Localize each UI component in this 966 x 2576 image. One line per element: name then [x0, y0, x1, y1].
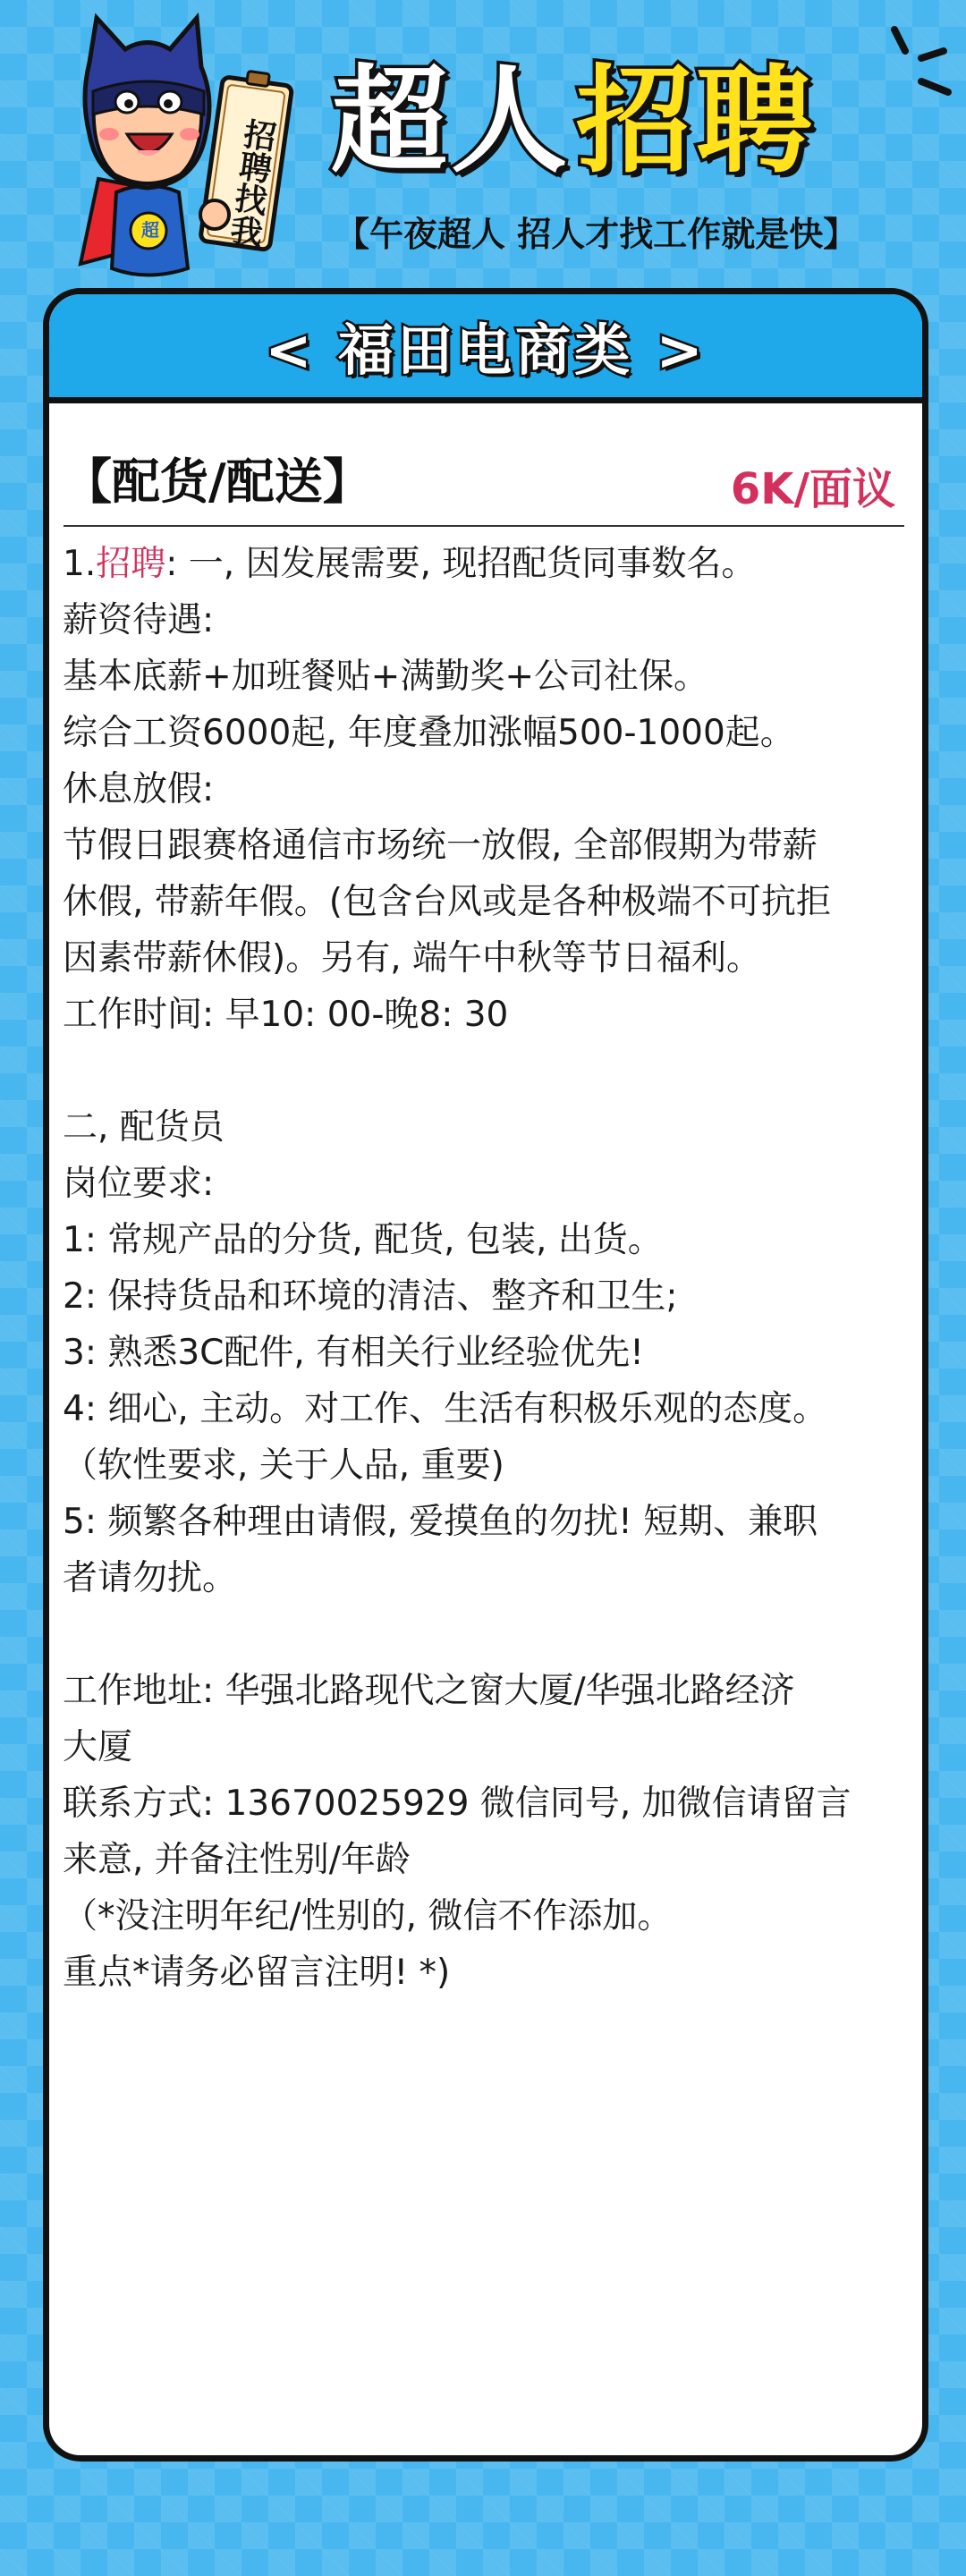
- description-line: 大厦: [63, 1727, 133, 1767]
- description-line: 休假, 带薪年假。(包含台风或是各种极端不可抗拒: [63, 882, 832, 922]
- superhero-mascot-illustration: [63, 9, 313, 295]
- title-part-recruit: 招聘: [576, 53, 817, 189]
- card-header: [49, 294, 922, 403]
- line-rest: : 一, 因发展需要, 现招配货同事数名。: [165, 544, 757, 584]
- highlight-recruit: 招聘: [96, 544, 166, 584]
- description-line: 基本底薪+加班餐贴+满勤奖+公司社保。: [63, 657, 709, 697]
- job-title-row: [64, 437, 904, 527]
- description-line: 休息放假:: [63, 769, 215, 809]
- description-line: 节假日跟赛格通信市场统一放假, 全部假期为带薪: [63, 826, 818, 866]
- page-title: [331, 45, 903, 197]
- description-line: 因素带薪休假)。另有, 端午中秋等节日福利。: [63, 938, 762, 979]
- description-line: 二, 配货员: [63, 1107, 225, 1148]
- description-line: 2: 保持货品和环境的清洁、整齐和卫生;: [63, 1276, 678, 1317]
- line-prefix: 1.: [63, 544, 97, 584]
- description-line: 工作地址: 华强北路现代之窗大厦/华强北路经济: [63, 1671, 795, 1711]
- description-line: 来意, 并备注性别/年龄: [63, 1840, 411, 1880]
- description-line: 岗位要求:: [63, 1164, 215, 1204]
- description-line: 者请勿扰。: [63, 1558, 238, 1598]
- description-line: [63, 1043, 908, 1099]
- description-line: 工作时间: 早10: 00-晚8: 30: [63, 995, 509, 1035]
- description-line: 联系方式: 13670025929 微信同号, 加微信请留言: [63, 1784, 852, 1824]
- job-description: [63, 536, 908, 2001]
- page-header: [0, 0, 966, 295]
- description-line: （*没注明年纪/性别的, 微信不作添加。: [63, 1896, 673, 1936]
- description-line: （软性要求, 关于人品, 重要): [63, 1445, 504, 1486]
- title-part-superhero: 超人: [331, 53, 572, 189]
- job-card: [43, 288, 928, 2462]
- mascot-sign-text: 招聘找我: [224, 115, 278, 249]
- page-subtitle: 【午夜超人 招人才找工作就是快】: [335, 215, 858, 254]
- description-line: 5: 频繁各种理由请假, 爱摸鱼的勿扰! 短期、兼职: [63, 1502, 818, 1542]
- job-salary: 6K/面议: [730, 464, 895, 514]
- description-line: 1: 常规产品的分货, 配货, 包装, 出货。: [63, 1220, 663, 1260]
- job-title: 【配货/配送】: [64, 453, 371, 510]
- description-line: 4: 细心, 主动。对工作、生活有积极乐观的态度。: [63, 1389, 828, 1429]
- description-line: 3: 熟悉3C配件, 有相关行业经验优先!: [63, 1333, 644, 1373]
- description-line: [63, 1606, 908, 1663]
- description-line: [63, 536, 908, 592]
- description-line: 重点*请务必留言注明! *): [63, 1953, 451, 1993]
- category-title: < 福田电商类 >: [265, 318, 707, 383]
- description-line: 薪资待遇:: [63, 600, 215, 640]
- description-line: 综合工资6000起, 年度叠加涨幅500-1000起。: [63, 713, 795, 753]
- mascot-chest-emblem: 超: [141, 219, 159, 241]
- decorative-burst-lines: [886, 22, 957, 103]
